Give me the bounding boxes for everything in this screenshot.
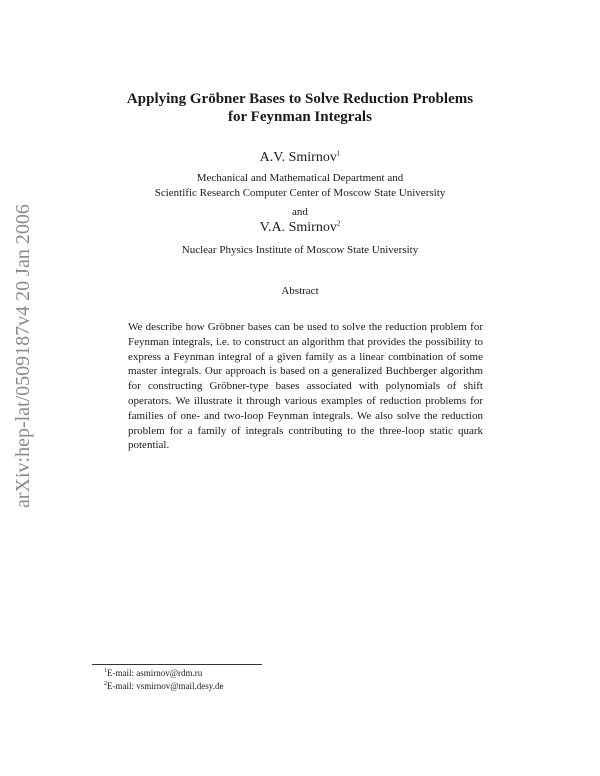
affiliation-line: Mechanical and Mathematical Department and <box>196 172 404 184</box>
affiliation-line: Nuclear Physics Institute of Moscow State University <box>181 244 419 256</box>
arxiv-identifier-stamp: arXiv:hep-lat/0509187v4 20 Jan 2006 <box>12 204 34 508</box>
author-1-footnote-mark: 1 <box>336 149 341 158</box>
abstract-heading: Abstract <box>281 285 319 297</box>
author-conjunction: and <box>292 206 308 218</box>
footnote-2-mark: 2 <box>104 681 107 687</box>
author-2 <box>0 220 600 236</box>
footnote-divider <box>92 664 262 665</box>
author-1 <box>0 150 600 166</box>
paper-title <box>0 90 600 126</box>
author-2-affiliation <box>0 243 600 258</box>
footnote-2 <box>104 681 223 692</box>
abstract-text: We describe how Gröbner bases can be used to solve the reduction problem for Feynman integrals, i.e. to construct an algorithm that provides the possibility to express a Feynman integral of a given family as a linear combination of some master integrals. Our approach is based on a generalized Buchberger algorithm for constructing Gröbner-type bases associated with polynomials of shift operators. We illustrate it through various examples of reduction problems for families of one- and two-loop Feynman integrals. We also solve the reduction problem for a family of integrals contributing to the three-loop static quark potential. <box>128 321 483 452</box>
author-2-footnote-mark: 2 <box>336 219 341 228</box>
author-2-name: V.A. Smirnov <box>259 220 337 235</box>
affiliation-line: Scientific Research Computer Center of Moscow State University <box>154 187 446 199</box>
title-line-2: for Feynman Integrals <box>228 109 372 125</box>
title-line-1: Applying Gröbner Bases to Solve Reduction Problems <box>126 91 474 107</box>
footnote-2-text: E-mail: vsmirnov@mail.desy.de <box>107 681 224 691</box>
author-1-name: A.V. Smirnov <box>259 150 337 165</box>
footnote-1-text: E-mail: asmirnov@rdm.ru <box>107 668 203 678</box>
footnote-1 <box>104 668 202 679</box>
footnote-1-mark: 1 <box>104 668 107 674</box>
author-1-affiliation <box>0 171 600 201</box>
